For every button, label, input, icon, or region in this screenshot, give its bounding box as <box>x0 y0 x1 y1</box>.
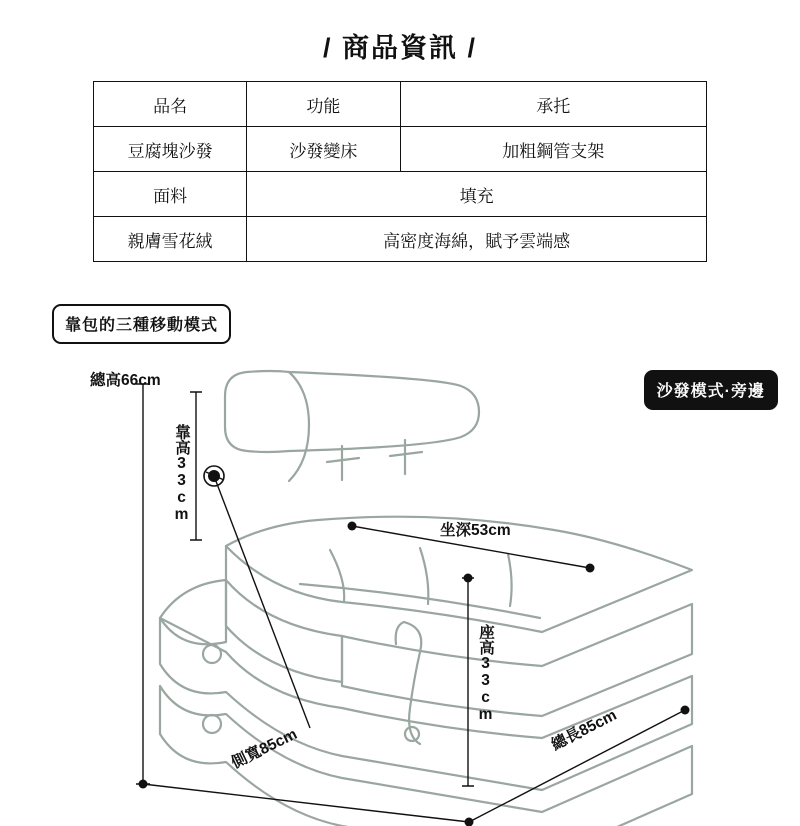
table-cell-filling-header: 填充 <box>247 172 707 217</box>
dot-bottom-right <box>681 706 690 715</box>
dot-bottom-left <box>139 780 148 789</box>
spec-table-wrapper <box>93 81 707 262</box>
table-cell-product-name-value: 豆腐塊沙發 <box>94 127 247 172</box>
seat-front-face <box>342 604 692 716</box>
table-cell-fabric-value: 親膚雪花絨 <box>94 217 247 262</box>
spec-table <box>93 81 707 262</box>
dim-label-seat-depth: 坐深53cm <box>440 518 511 540</box>
dot-seat-height-top <box>464 574 473 583</box>
sofa-dimension-diagram <box>0 336 800 826</box>
dot-bottom-center <box>465 818 474 826</box>
page-title: / 商品資訊 / <box>0 26 800 65</box>
table-cell-function-header: 功能 <box>247 82 400 127</box>
dot-seat-depth-start <box>348 522 357 531</box>
slab-button-lower <box>203 715 221 733</box>
bolster-seam <box>289 372 309 481</box>
sofa-diagram-svg <box>0 336 800 826</box>
strap-handle <box>404 622 421 744</box>
strap-handle-inner <box>396 622 404 644</box>
bolster-outline <box>225 371 479 452</box>
table-row <box>94 127 707 172</box>
dim-label-side-width: 側寬85cm <box>227 722 300 773</box>
dim-label-seat-height: 座高33cm <box>474 624 496 723</box>
modes-label-pill: 靠包的三種移動模式 <box>52 304 231 344</box>
table-cell-product-name-header: 品名 <box>94 82 247 127</box>
seat-seam-2 <box>420 548 428 604</box>
table-cell-filling-value: 高密度海綿，賦予雲端感 <box>247 217 707 262</box>
table-cell-fabric-header: 面料 <box>94 172 247 217</box>
table-cell-support-value: 加粗鋼管支架 <box>400 127 707 172</box>
table-row <box>94 82 707 127</box>
bolster-tuft-1 <box>327 446 359 480</box>
leader-line-pivot <box>214 476 310 728</box>
seat-seam-1 <box>330 550 344 602</box>
pivot-dot <box>208 470 220 482</box>
dim-label-back-height: 靠高33cm <box>170 424 192 523</box>
table-row <box>94 217 707 262</box>
dim-label-total-length: 總長85cm <box>547 703 620 755</box>
table-cell-function-value: 沙發變床 <box>247 127 400 172</box>
dot-seat-depth-end <box>586 564 595 573</box>
seat-seam-3 <box>508 554 512 606</box>
table-cell-support-header: 承托 <box>400 82 707 127</box>
dim-line-side-width <box>143 784 469 822</box>
slab-button-upper <box>203 645 221 663</box>
table-row <box>94 172 707 217</box>
view-mode-label-pill: 沙發模式·旁邊 <box>644 370 778 410</box>
dim-label-total-height: 總高66cm <box>90 368 161 390</box>
